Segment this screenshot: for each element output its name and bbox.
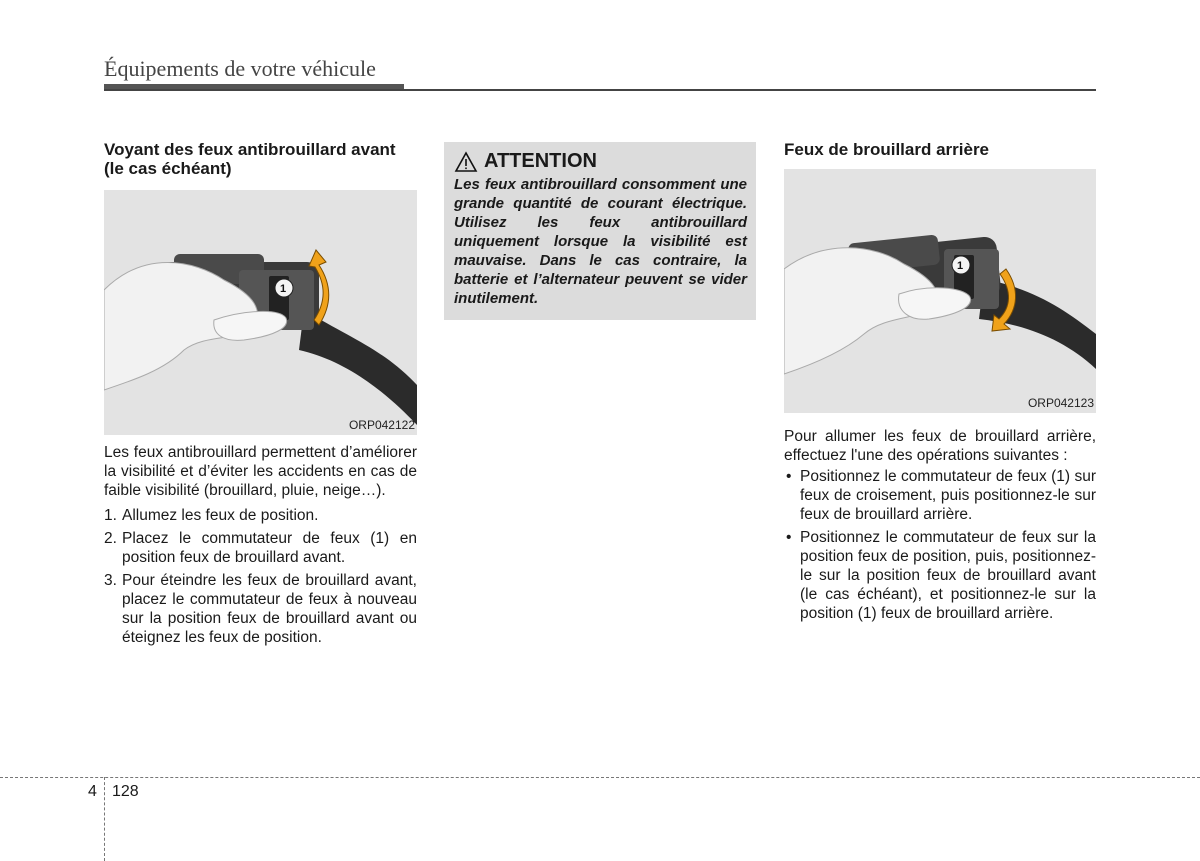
fog-switch-illustration [104,190,417,435]
figure-callout-1: 1 [280,283,287,295]
thumb [899,288,971,319]
header-rule [104,89,1096,91]
section-number: 4 [88,783,97,800]
page-header-title: Équipements de votre véhicule [104,56,376,81]
right-column [784,140,1096,627]
middle-column [444,142,756,320]
attention-box [444,142,756,320]
warning-triangle-icon [454,151,478,173]
figure-callout-1: 1 [957,260,964,272]
list-item: 2. Placez le commutateur de feux (1) en position feux de brouillard avant. [104,530,417,566]
stalk-arm [299,310,417,425]
front-fog-intro: Les feux antibrouillard permettent d’améliorer la visibilité et d’éviter les accidents en cas de faible visibilité (brouillard, pluie, neige…). [104,444,417,499]
footer-divider [0,777,1200,778]
left-column [104,140,417,651]
rear-fog-figure [784,169,1096,413]
figure-code: ORP042122 [348,418,415,432]
attention-text: Les feux antibrouillard consomment une grande quantité de courant électrique. Utilisez les feux antibrouillard uniquement lorsque la visibilité est mauvaise. Dans le cas contraire, la batterie et l’alternateur peuvent se vider inutilement. [454,176,747,307]
attention-header [454,150,747,173]
list-item: 3. Pour éteindre les feux de brouillard avant, placez le commutateur de feux à nouveau sur la position feux de brouillard avant ou éteignez les feux de position. [104,572,417,646]
front-fog-steps [104,506,417,647]
front-fog-figure [104,190,417,435]
figure-code: ORP042123 [1027,396,1094,410]
rear-fog-heading: Feux de brouillard arrière [784,140,990,159]
list-item: • Positionnez le commutateur de feux (1) sur feux de croisement, puis positionnez-le sur feux de brouillard arrière. [786,468,1096,523]
rear-fog-bullets [784,467,1096,623]
front-fog-heading: Voyant des feux antibrouillard avant (le cas échéant) [104,140,396,178]
fog-switch-illustration [784,169,1096,413]
page-number: 128 [112,783,139,800]
list-item: 1. Allumez les feux de position. [104,507,319,524]
list-item: • Positionnez le commutateur de feux sur la position feux de position, puis, positionnez-le sur la position feux de brouillard avant (le cas échéant), et positionnez-le sur la position (1) feux de brouillard arrière. [786,529,1096,622]
attention-title: ATTENTION [484,150,597,172]
footer-vertical-divider [104,777,105,861]
rear-fog-intro: Pour allumer les feux de brouillard arrière, effectuez l'une des opérations suivantes : [784,428,1096,464]
